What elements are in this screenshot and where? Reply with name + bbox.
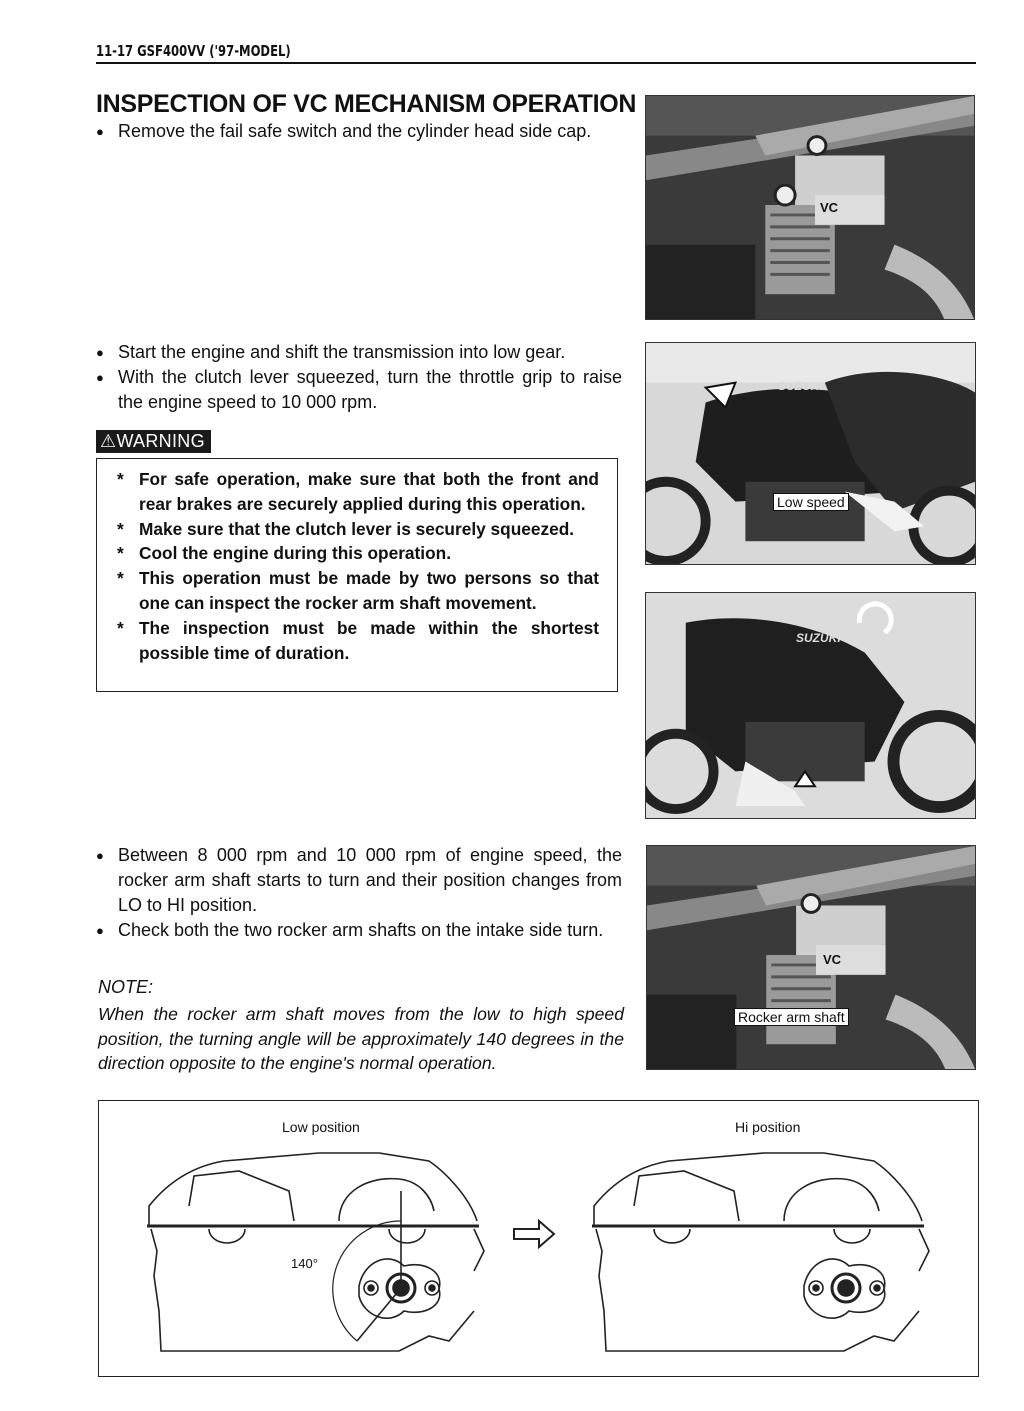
rocker-position-diagram (98, 1100, 979, 1377)
warning-label: WARNING (116, 431, 205, 451)
angle-label: 140° (291, 1256, 318, 1271)
page-header: 11-17 GSF400VV ('97-MODEL) (96, 42, 291, 60)
step-group-2 (96, 340, 622, 415)
step-2: ● Start the engine and shift the transmission into low gear. (96, 340, 622, 365)
step-group-3 (96, 843, 622, 943)
section-title: INSPECTION OF VC MECHANISM OPERATION (96, 90, 637, 118)
rocker-arm-shaft-callout: Rocker arm shaft (734, 1008, 849, 1026)
warning-tag (96, 430, 211, 453)
warning-item: * This operation must be made by two persons so that one can inspect the rocker arm shaft movement. (115, 566, 599, 616)
note-text: When the rocker arm shaft moves from the low to high speed position, the turning angle will be approximately 140 degrees in the direction opposite to the engine's normal operation. (98, 1004, 624, 1073)
engine-photo-rocker (646, 845, 976, 1070)
warning-box (96, 458, 618, 692)
step-group-1 (96, 119, 626, 144)
warning-item: * For safe operation, make sure that both the front and rear brakes are securely applied during this operation. (115, 467, 599, 517)
warning-item: * Make sure that the clutch lever is securely squeezed. (115, 517, 599, 542)
vc-mark-2: VC (823, 952, 842, 967)
step-4: ● Between 8 000 rpm and 10 000 rpm of engine speed, the rocker arm shaft starts to turn and their position changes from LO to HI position. (96, 843, 622, 918)
warning-item: * Cool the engine during this operation. (115, 541, 599, 566)
engine-photo-1 (645, 95, 975, 320)
warning-item: * The inspection must be made within the shortest possible time of duration. (115, 616, 599, 666)
warning-list (115, 467, 599, 665)
brand-text-1: SUZUKI (778, 379, 823, 393)
step-5: ● Check both the two rocker arm shafts on the intake side turn. (96, 918, 622, 943)
hi-position-label: Hi position (735, 1119, 801, 1135)
warning-triangle-icon: ⚠ (100, 431, 117, 451)
low-position-label: Low position (282, 1119, 360, 1135)
note-label: NOTE: (98, 977, 154, 997)
bike-photo-low-speed (645, 342, 976, 565)
vc-mark: VC (820, 200, 839, 215)
low-speed-callout: Low speed (773, 493, 849, 511)
bike-photo-throttle (645, 592, 976, 819)
brand-text-2: SUZUKI (796, 631, 841, 645)
header-rule (96, 62, 976, 64)
step-1: ● Remove the fail safe switch and the cylinder head side cap. (96, 119, 626, 144)
step-3: ● With the clutch lever squeezed, turn the throttle grip to raise the engine speed to 10 000 rpm. (96, 365, 622, 415)
